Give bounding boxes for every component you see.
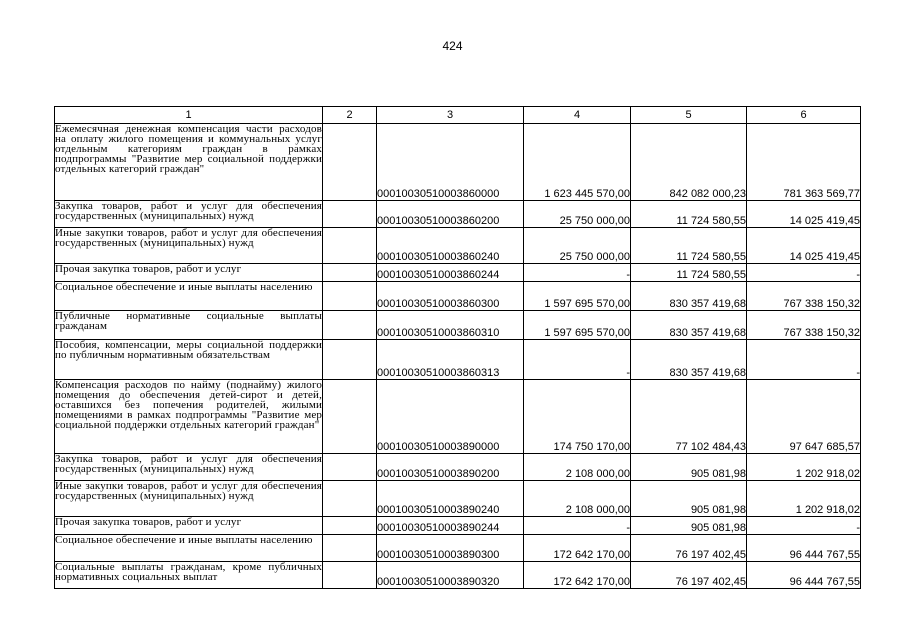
- column-2-cell: [323, 454, 377, 481]
- column-4-value-cell: 2 108 000,00: [524, 454, 631, 481]
- table-row: [55, 201, 861, 228]
- column-4-value-cell: -: [524, 517, 631, 535]
- column-5-value-cell: 905 081,98: [631, 454, 747, 481]
- column-4-value-cell: 172 642 170,00: [524, 562, 631, 589]
- table-row: [55, 124, 861, 201]
- budget-table: [54, 106, 861, 589]
- column-2-cell: [323, 481, 377, 517]
- table-row: [55, 264, 861, 282]
- description-cell: Прочая закупка товаров, работ и услуг: [55, 517, 323, 535]
- column-5-value-cell: 905 081,98: [631, 481, 747, 517]
- column-header-2: 2: [323, 107, 377, 124]
- column-5-value-cell: 11 724 580,55: [631, 228, 747, 264]
- budget-code-cell: 00010030510003890000: [377, 380, 524, 454]
- table-row: [55, 228, 861, 264]
- column-6-value-cell: -: [747, 264, 861, 282]
- table-row: [55, 282, 861, 311]
- column-2-cell: [323, 340, 377, 380]
- column-header-1: 1: [55, 107, 323, 124]
- description-cell: Ежемесячная денежная компенсация части расходов на оплату жилого помещения и коммунальных услуг отдельным категориям граждан в рамках подпрограммы "Развитие мер социальной поддержки отдельных категорий граждан": [55, 124, 323, 201]
- column-4-value-cell: 2 108 000,00: [524, 481, 631, 517]
- budget-code-cell: 00010030510003860313: [377, 340, 524, 380]
- description-cell: Социальное обеспечение и иные выплаты населению: [55, 535, 323, 562]
- column-6-value-cell: 14 025 419,45: [747, 201, 861, 228]
- table-row: [55, 535, 861, 562]
- column-4-value-cell: 25 750 000,00: [524, 228, 631, 264]
- column-6-value-cell: 96 444 767,55: [747, 562, 861, 589]
- description-cell: Социальное обеспечение и иные выплаты населению: [55, 282, 323, 311]
- budget-code-cell: 00010030510003890300: [377, 535, 524, 562]
- column-2-cell: [323, 264, 377, 282]
- column-header-5: 5: [631, 107, 747, 124]
- column-5-value-cell: 76 197 402,45: [631, 562, 747, 589]
- column-2-cell: [323, 282, 377, 311]
- header-row: [55, 107, 861, 124]
- column-2-cell: [323, 201, 377, 228]
- column-5-value-cell: 77 102 484,43: [631, 380, 747, 454]
- budget-code-cell: 00010030510003890200: [377, 454, 524, 481]
- table-body: [55, 124, 861, 589]
- column-6-value-cell: -: [747, 517, 861, 535]
- column-5-value-cell: 830 357 419,68: [631, 340, 747, 380]
- page-number: 424: [442, 39, 463, 53]
- column-6-value-cell: 14 025 419,45: [747, 228, 861, 264]
- column-4-value-cell: 1 623 445 570,00: [524, 124, 631, 201]
- column-5-value-cell: 11 724 580,55: [631, 264, 747, 282]
- budget-code-cell: 00010030510003860244: [377, 264, 524, 282]
- column-5-value-cell: 11 724 580,55: [631, 201, 747, 228]
- description-cell: Закупка товаров, работ и услуг для обеспечения государственных (муниципальных) нужд: [55, 201, 323, 228]
- column-5-value-cell: 905 081,98: [631, 517, 747, 535]
- column-6-value-cell: 767 338 150,32: [747, 311, 861, 340]
- description-cell: Социальные выплаты гражданам, кроме публичных нормативных социальных выплат: [55, 562, 323, 589]
- table-row: [55, 311, 861, 340]
- column-4-value-cell: 174 750 170,00: [524, 380, 631, 454]
- column-4-value-cell: -: [524, 340, 631, 380]
- column-6-value-cell: 96 444 767,55: [747, 535, 861, 562]
- budget-code-cell: 00010030510003860300: [377, 282, 524, 311]
- table-row: [55, 454, 861, 481]
- column-6-value-cell: -: [747, 340, 861, 380]
- column-4-value-cell: 1 597 695 570,00: [524, 311, 631, 340]
- table-row: [55, 562, 861, 589]
- budget-code-cell: 00010030510003890244: [377, 517, 524, 535]
- budget-code-cell: 00010030510003860200: [377, 201, 524, 228]
- column-2-cell: [323, 535, 377, 562]
- column-2-cell: [323, 380, 377, 454]
- description-cell: Иные закупки товаров, работ и услуг для обеспечения государственных (муниципальных) нужд: [55, 228, 323, 264]
- column-4-value-cell: 1 597 695 570,00: [524, 282, 631, 311]
- column-2-cell: [323, 562, 377, 589]
- budget-code-cell: 00010030510003860000: [377, 124, 524, 201]
- budget-code-cell: 00010030510003860240: [377, 228, 524, 264]
- column-6-value-cell: 1 202 918,02: [747, 481, 861, 517]
- column-5-value-cell: 830 357 419,68: [631, 311, 747, 340]
- table-row: [55, 340, 861, 380]
- column-5-value-cell: 842 082 000,23: [631, 124, 747, 201]
- column-5-value-cell: 76 197 402,45: [631, 535, 747, 562]
- column-6-value-cell: 1 202 918,02: [747, 454, 861, 481]
- description-cell: Прочая закупка товаров, работ и услуг: [55, 264, 323, 282]
- column-2-cell: [323, 311, 377, 340]
- description-cell: Публичные нормативные социальные выплаты гражданам: [55, 311, 323, 340]
- column-6-value-cell: 781 363 569,77: [747, 124, 861, 201]
- column-header-3: 3: [377, 107, 524, 124]
- description-cell: Иные закупки товаров, работ и услуг для обеспечения государственных (муниципальных) нужд: [55, 481, 323, 517]
- column-2-cell: [323, 228, 377, 264]
- column-2-cell: [323, 517, 377, 535]
- column-5-value-cell: 830 357 419,68: [631, 282, 747, 311]
- description-cell: Закупка товаров, работ и услуг для обеспечения государственных (муниципальных) нужд: [55, 454, 323, 481]
- table-row: [55, 517, 861, 535]
- column-4-value-cell: 25 750 000,00: [524, 201, 631, 228]
- table-row: [55, 481, 861, 517]
- table-row: [55, 380, 861, 454]
- column-2-cell: [323, 124, 377, 201]
- column-header-6: 6: [747, 107, 861, 124]
- column-6-value-cell: 767 338 150,32: [747, 282, 861, 311]
- budget-code-cell: 00010030510003890320: [377, 562, 524, 589]
- description-cell: Пособия, компенсации, меры социальной поддержки по публичным нормативным обязательствам: [55, 340, 323, 380]
- budget-code-cell: 00010030510003890240: [377, 481, 524, 517]
- column-4-value-cell: 172 642 170,00: [524, 535, 631, 562]
- column-6-value-cell: 97 647 685,57: [747, 380, 861, 454]
- column-header-4: 4: [524, 107, 631, 124]
- column-4-value-cell: -: [524, 264, 631, 282]
- description-cell: Компенсация расходов по найму (поднайму) жилого помещения до обеспечения детей-сирот и детей, оставшихся без попечения родителей, жилыми помещениями в рамках подпрограммы "Развитие мер социальной поддержки отдельных категорий граждан": [55, 380, 323, 454]
- budget-code-cell: 00010030510003860310: [377, 311, 524, 340]
